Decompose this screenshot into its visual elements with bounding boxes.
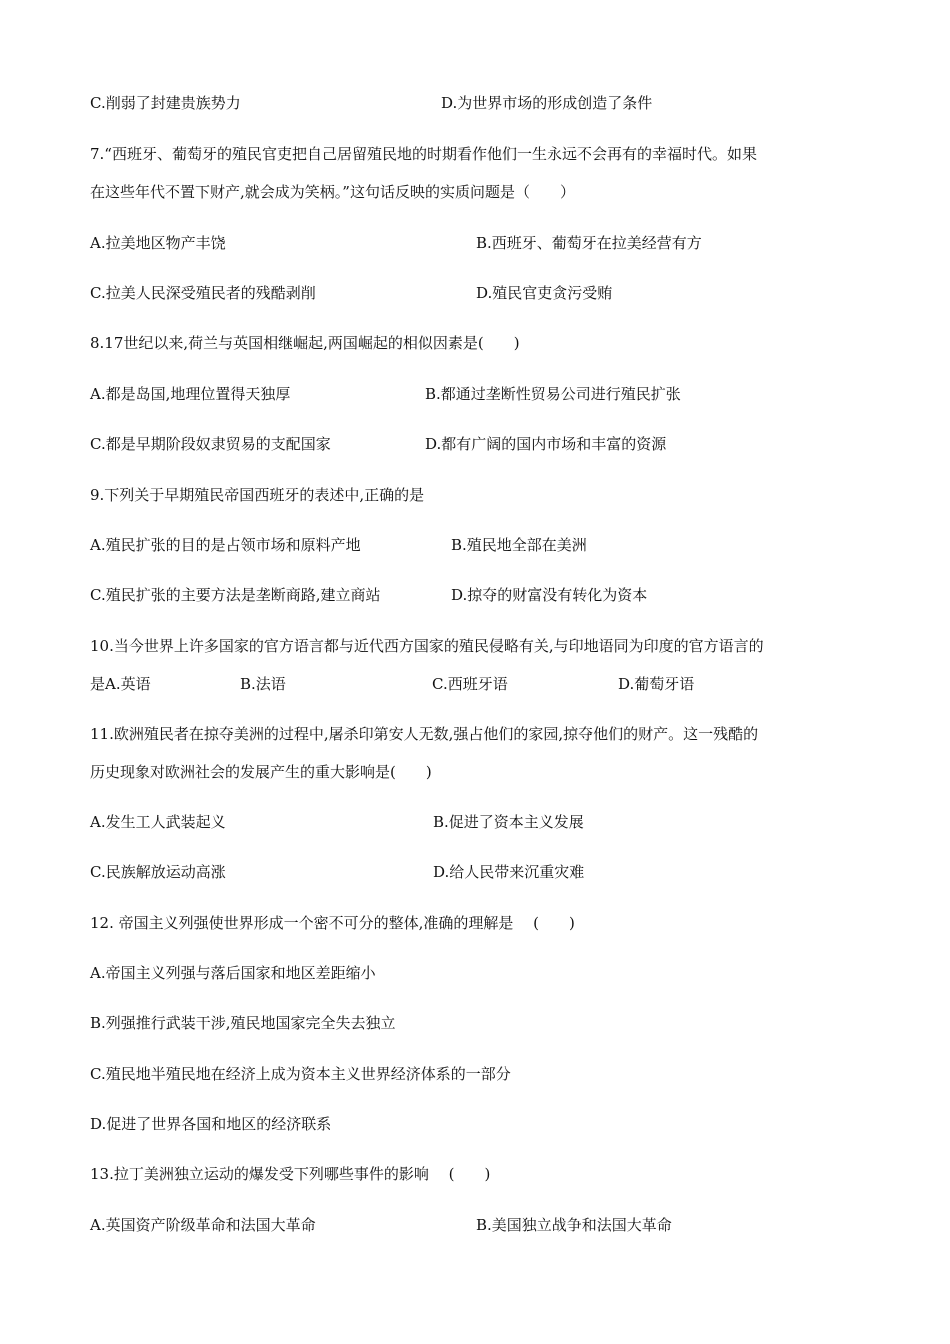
q11-stem-line-2: 历史现象对欧洲社会的发展产生的重大影响是( ) [90,763,432,781]
q12-option-c: C.殖民地半殖民地在经济上成为资本主义世界经济体系的一部分 [90,1065,511,1083]
q11-option-a: A.发生工人武装起义 [90,813,226,831]
q10-option-b: B.法语 [240,675,286,693]
q10-stem-line-1: 10.当今世界上许多国家的官方语言都与近代西方国家的殖民侵略有关,与印地语同为印度的官方语言的 [90,637,764,655]
q11-option-d: D.给人民带来沉重灾难 [433,863,585,881]
q10-stem-line-2: 是A.英语 [90,675,151,693]
q13-stem: 13.拉丁美洲独立运动的爆发受下列哪些事件的影响 ( ) [90,1165,491,1183]
q7-option-a: A.拉美地区物产丰饶 [90,234,226,252]
q7-option-c: C.拉美人民深受殖民者的残酷剥削 [90,284,316,302]
q9-option-d: D.掠夺的财富没有转化为资本 [451,586,648,604]
q8-option-a: A.都是岛国,地理位置得天独厚 [90,385,291,403]
q8-option-d: D.都有广阔的国内市场和丰富的资源 [425,435,667,453]
q12-stem: 12. 帝国主义列强使世界形成一个密不可分的整体,准确的理解是 ( ) [90,914,575,932]
q8-option-b: B.都通过垄断性贸易公司进行殖民扩张 [425,385,681,403]
q9-stem: 9.下列关于早期殖民帝国西班牙的表述中,正确的是 [90,486,425,504]
q9-option-c: C.殖民扩张的主要方法是垄断商路,建立商站 [90,586,381,604]
q12-option-b: B.列强推行武装干涉,殖民地国家完全失去独立 [90,1014,396,1032]
q7-option-d: D.殖民官吏贪污受贿 [476,284,613,302]
q10-option-d: D.葡萄牙语 [618,675,695,693]
q8-option-c: C.都是早期阶段奴隶贸易的支配国家 [90,435,331,453]
q13-option-a: A.英国资产阶级革命和法国大革命 [90,1216,316,1234]
q12-option-d: D.促进了世界各国和地区的经济联系 [90,1115,332,1133]
q11-stem-line-1: 11.欧洲殖民者在掠夺美洲的过程中,屠杀印第安人无数,强占他们的家园,掠夺他们的财产。这一残酷的 [90,725,759,743]
q9-option-b: B.殖民地全部在美洲 [451,536,587,554]
q13-option-b: B.美国独立战争和法国大革命 [476,1216,672,1234]
q9-option-a: A.殖民扩张的目的是占领市场和原料产地 [90,536,361,554]
q6-option-d: D.为世界市场的形成创造了条件 [441,94,653,112]
q8-stem: 8.17世纪以来,荷兰与英国相继崛起,两国崛起的相似因素是( ) [90,334,520,352]
q7-option-b: B.西班牙、葡萄牙在拉美经营有方 [476,234,702,252]
q12-option-a: A.帝国主义列强与落后国家和地区差距缩小 [90,964,376,982]
q7-stem-line-2: 在这些年代不置下财产,就会成为笑柄。”这句话反映的实质问题是（ ） [90,183,575,201]
q6-option-c: C.削弱了封建贵族势力 [90,94,241,112]
q7-stem-line-1: 7.“西班牙、葡萄牙的殖民官吏把自己居留殖民地的时期看作他们一生永远不会再有的幸福时代。如果 [90,145,757,163]
q10-option-c: C.西班牙语 [432,675,508,693]
q11-option-c: C.民族解放运动高涨 [90,863,226,881]
q11-option-b: B.促进了资本主义发展 [433,813,584,831]
